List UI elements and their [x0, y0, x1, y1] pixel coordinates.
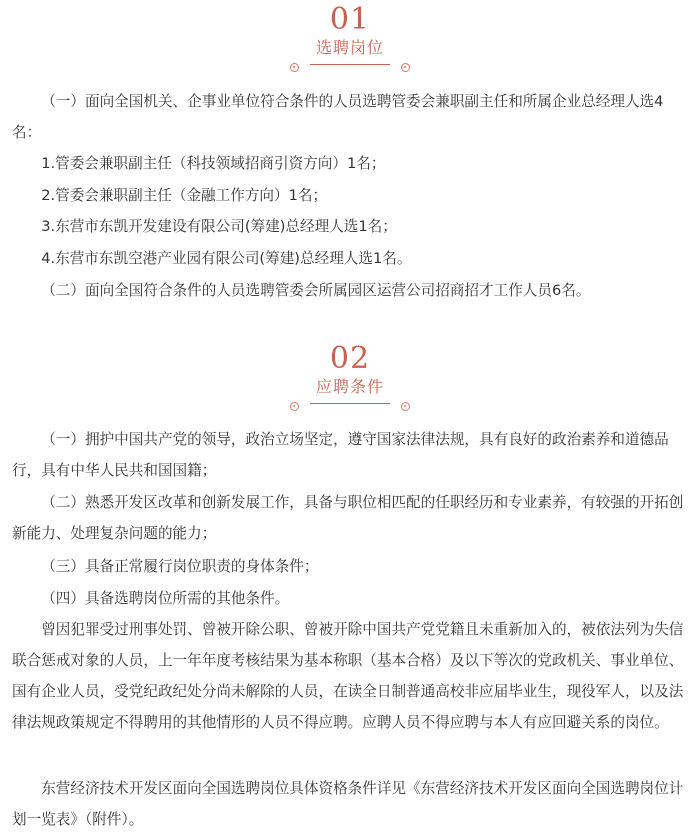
paragraph: （一）拥护中国共产党的领导，政治立场坚定，遵守国家法律法规，具有良好的政治素养和道德品行，具有中华人民共和国国籍；: [12, 431, 669, 479]
section-number: 02: [329, 341, 371, 376]
ornament-divider: [310, 403, 390, 404]
list-item: 1.管委会兼职副主任（科技领域招商引资方向）1名；: [41, 155, 386, 172]
circle-ornament-icon: [401, 63, 410, 72]
ornament-divider: [310, 64, 390, 65]
list-item: 3.东营市东凯开发建设有限公司(筹建)总经理人选1名；: [41, 218, 397, 235]
section-header-positions: [0, 4, 700, 74]
section-title: 应聘条件: [315, 377, 384, 396]
title-ornament: [290, 60, 410, 74]
paragraph: （二）面向全国符合条件的人员选聘管委会所属园区运营公司招商招才工作人员6名。: [41, 282, 591, 299]
paragraph: （三）具备正常履行岗位职责的身体条件；: [41, 558, 319, 575]
list-item: 4.东营市东凯空港产业园有限公司(筹建)总经理人选1名。: [41, 250, 412, 267]
circle-ornament-icon: [401, 402, 410, 411]
paragraph: （一）面向全国机关、企事业单位符合条件的人员选聘管委会兼职副主任和所属企业总经理人选4名：: [12, 93, 664, 141]
section-number: 01: [329, 2, 371, 37]
title-ornament: [290, 399, 410, 413]
circle-ornament-icon: [290, 63, 299, 72]
circle-ornament-icon: [290, 402, 299, 411]
paragraph: （四）具备选聘岗位所需的其他条件。: [41, 590, 290, 607]
section-title: 选聘岗位: [315, 38, 384, 57]
section-header-requirements: [0, 343, 700, 413]
paragraph: （二）熟悉开发区改革和创新发展工作，具备与职位相匹配的任职经历和专业素养，有较强的开拓创新能力、处理复杂问题的能力；: [12, 494, 684, 542]
list-item: 2.管委会兼职副主任（金融工作方向）1名；: [41, 187, 328, 204]
paragraph: 东营经济技术开发区面向全国选聘岗位具体资格条件详见《东营经济技术开发区面向全国选聘岗位计划一览表》（附件）。: [12, 780, 684, 828]
paragraph: 曾因犯罪受过刑事处罚、曾被开除公职、曾被开除中国共产党党籍且未重新加入的，被依法列为失信联合惩戒对象的人员，上一年年度考核结果为基本称职（基本合格）及以下等次的党政机关、事业单位、国有企业人员，受党纪政纪处分尚未解除的人员，在读全日制普通高校非应届毕业生，现役军人，以及法律法规政策规定不得聘用的其他情形的人员不得应聘。应聘人员不得应聘与本人有应回避关系的岗位。: [12, 621, 684, 731]
